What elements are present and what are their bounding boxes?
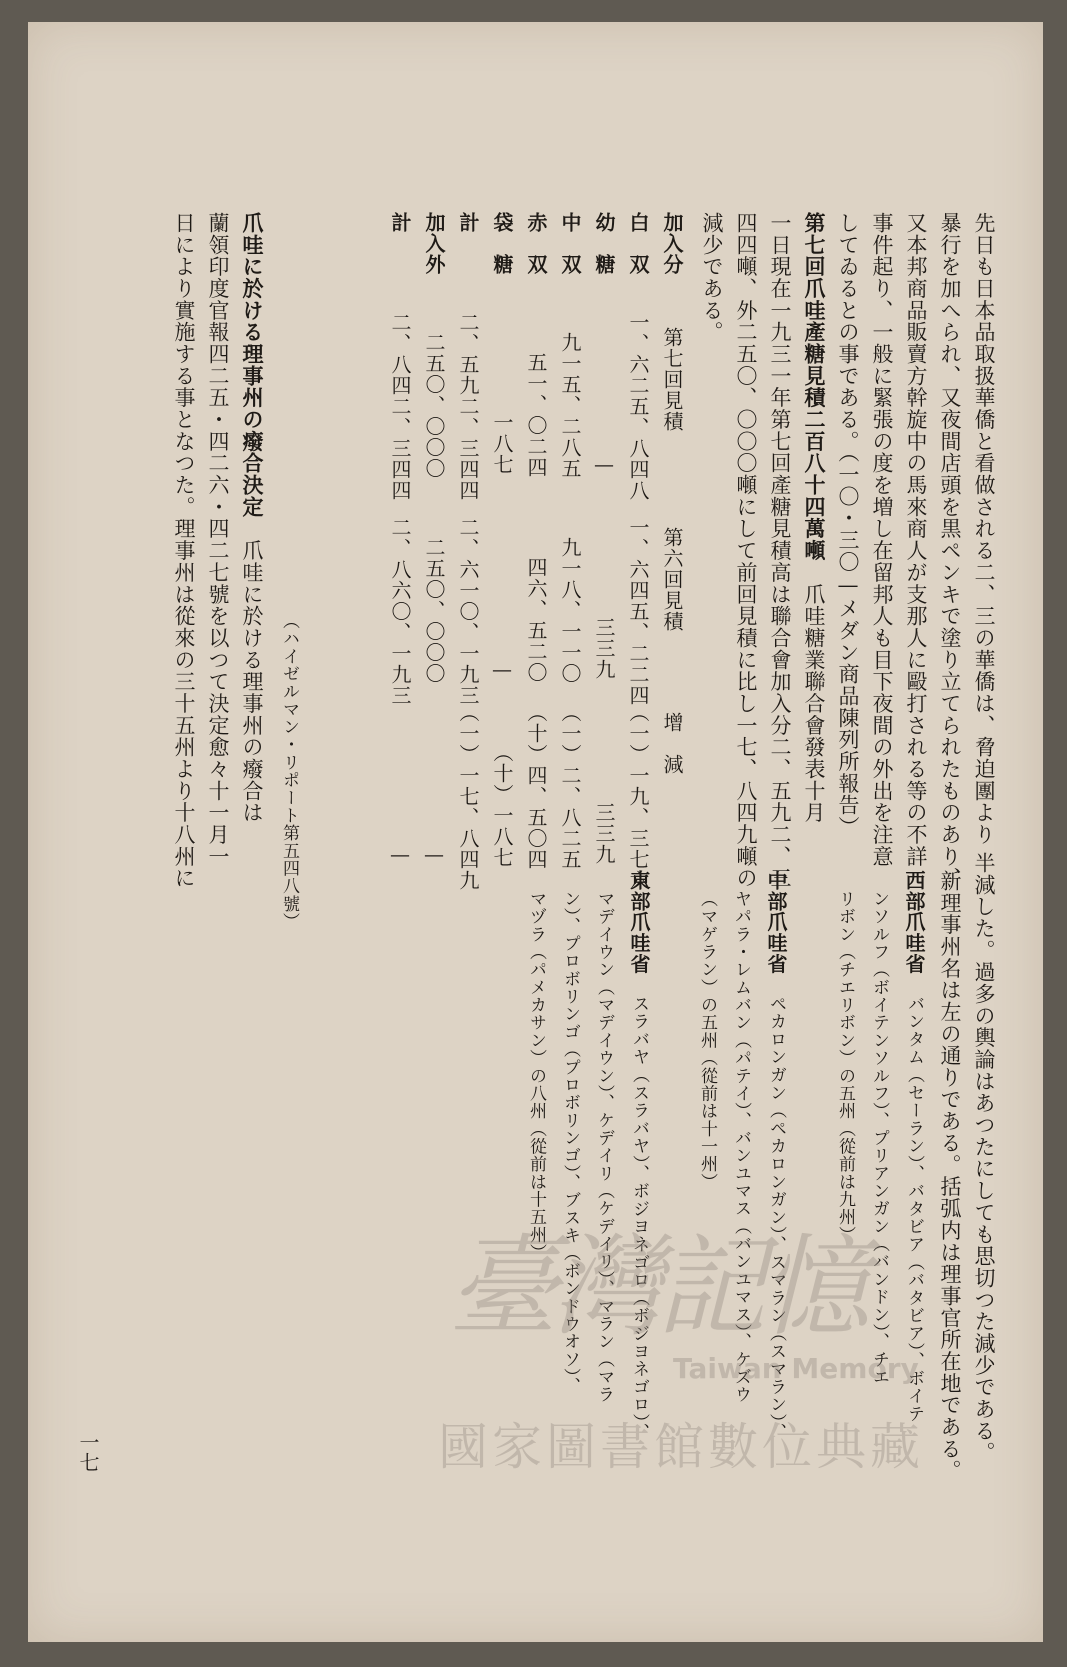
- sugar-estimate-heading-tail: 爪哇糖業聯合會發表十月: [802, 583, 826, 824]
- section-heading-column: [803, 212, 825, 824]
- text-column: 暴行を加へられ、又夜間店頭を黒ペンキで塗り立てられたものあり、: [938, 212, 962, 890]
- table-cell-difference: （一）一七、八四九: [456, 702, 480, 891]
- text-column: 事件起り、一般に緊張の度を増し在留邦人も目下夜間の外出を注意: [870, 212, 894, 868]
- table-cell-sixth-estimate: 二五〇、〇〇〇: [422, 537, 446, 684]
- province-central-name: 中部爪哇省: [764, 870, 788, 995]
- table-cell-sixth-estimate: 三三九: [592, 617, 616, 680]
- table-row-label: 袋 糖: [490, 212, 514, 275]
- table-cell-seventh-estimate: 一、六二五、八四八: [626, 312, 650, 501]
- regency-heading-tail: 爪哇に於ける理事州の癈合は: [240, 539, 264, 824]
- sugar-estimate-heading-body: [802, 561, 826, 583]
- table-cell-sixth-estimate: 二、八六〇、一九三: [388, 517, 412, 706]
- table-cell-difference: 三三九: [592, 802, 616, 865]
- table-cell-sixth-estimate: 四六、五二〇: [524, 557, 548, 683]
- table-row-label: 計: [388, 212, 412, 233]
- text-column: 半減した。過多の輿論はあつたにしても思切つた減少である。: [972, 852, 996, 1464]
- province-west-list: バンタム（セーラン）、バタビア（バタビア）、ボイテ: [904, 994, 924, 1423]
- text-column: 減少である。: [700, 212, 724, 344]
- regency-heading-column: [241, 212, 263, 824]
- regency-heading-spacer: [240, 518, 264, 540]
- page-number: 一七: [76, 1432, 100, 1472]
- table-row-label: 赤 双: [524, 212, 548, 275]
- table-cell-difference: （十）一八七: [490, 742, 514, 868]
- table-header-label: 加入分: [660, 212, 684, 275]
- province-west-name: 西部爪哇省: [902, 870, 926, 995]
- table-header-col7: 第七回見積: [660, 327, 684, 432]
- document-page: [28, 22, 1043, 1642]
- text-column: （マゲラン）の五州（從前は十一州）: [697, 890, 717, 1191]
- text-column: してゐるとの事である。（一〇・三〇—メダン商品陳列所報告）: [836, 212, 860, 838]
- regency-heading: 爪哇に於ける理事州の癈合決定: [240, 212, 265, 518]
- table-cell-seventh-estimate: 九一五、二八五: [558, 332, 582, 479]
- table-cell-sixth-estimate: 一、六四五、二二四: [626, 517, 650, 706]
- table-row-label: 白 双: [626, 212, 650, 275]
- sugar-estimate-heading: 第七回爪哇產糖見積二百八十四萬噸: [802, 212, 827, 562]
- watermark-logo: 臺灣記憶: [448, 1223, 864, 1351]
- province-west-line1: [904, 870, 924, 1423]
- text-column: 先日も日本品取扱華僑と看做される二、三の華僑は、脅迫團より: [972, 212, 996, 846]
- table-cell-seventh-estimate: 二五〇、〇〇〇: [422, 332, 446, 479]
- text-column: 新理事州名は左の通りである。括弧内は理事官所在地である。: [938, 870, 962, 1482]
- province-east-line1: [629, 870, 649, 1441]
- table-cell-sixth-estimate: —: [490, 657, 514, 682]
- text-column: 日により實施する事となつた。理事州は從來の三十五州より十八州に: [172, 212, 196, 890]
- text-column: ン）、プロボリンゴ（プロボリンゴ）、ブスキ（ボンドウオソ）、: [560, 890, 580, 1395]
- text-column: 一日現在一九三一年第七回產糖見積高は聯合會加入分二、五九二、三: [768, 212, 792, 890]
- province-east-name: 東部爪哇省: [627, 870, 651, 995]
- table-header-col-diff: 增 減: [660, 712, 684, 775]
- table-cell-difference: （一）二、八二五: [558, 702, 582, 870]
- table-cell-difference: （十）四、五〇四: [524, 702, 548, 870]
- table-row-label: 加入外: [422, 212, 446, 275]
- table-header-col6: 第六回見積: [660, 527, 684, 632]
- province-east-list: スラバヤ（スラバヤ）、ボジヨネゴロ（ボジヨネゴロ）、: [629, 994, 649, 1441]
- table-cell-difference: —: [388, 842, 412, 867]
- text-column: マヅラ（パメカサン）の八州（從前は十五州）: [526, 890, 546, 1262]
- text-column: リボン（チエリボン）の五州（從前は九州）: [835, 890, 855, 1244]
- table-cell-seventh-estimate: 一八七: [490, 412, 514, 475]
- table-row-label: 中 双: [558, 212, 582, 275]
- table-cell-seventh-estimate: 五一、〇二四: [524, 352, 548, 478]
- watermark-chinese: 國家圖書館數位典藏: [438, 1418, 924, 1476]
- table-source-note: （ハイゼルマン・リポート第五四八號）: [279, 612, 299, 931]
- table-row-label: 計: [456, 212, 480, 233]
- province-central-line1: [766, 870, 786, 1441]
- text-column: マデイウン（マデイウン）、ケデイリ（ケデイリ）、マラン（マラ: [594, 890, 614, 1404]
- table-cell-sixth-estimate: 二、六一〇、一九三: [456, 517, 480, 706]
- watermark-english: Taiwan Memory: [673, 1352, 919, 1385]
- text-column: ンソルフ（ボイテンソルフ）、プリアンガン（バンドン）、チエ: [869, 890, 889, 1386]
- table-cell-seventh-estimate: 二、八四二、三四四: [388, 312, 412, 501]
- text-column: 四四噸、外二五〇、〇〇〇噸にして前回見積に比し一七、八四九噸の: [734, 212, 758, 890]
- table-row-label: 幼 糖: [592, 212, 616, 275]
- table-cell-seventh-estimate: —: [592, 452, 616, 477]
- table-cell-difference: （一）一九、三七六: [626, 702, 650, 891]
- text-column: 蘭領印度官報四二五・四二六・四二七號を以つて決定愈々十一月一: [206, 212, 230, 868]
- table-cell-difference: —: [422, 842, 446, 867]
- text-column: 又本邦商品販賣方幹旋中の馬來商人が支那人に毆打される等の不詳: [904, 212, 928, 868]
- table-cell-sixth-estimate: 九一八、一一〇: [558, 537, 582, 684]
- province-central-list: ペカロンガン（ペカロンガン）、スマラン（スマラン）、: [766, 994, 786, 1441]
- text-column: ヤパラ・レムバン（パテイ）、バンユマス（バンユマス）、ケズウ: [731, 890, 751, 1404]
- table-cell-seventh-estimate: 二、五九二、三四四: [456, 312, 480, 501]
